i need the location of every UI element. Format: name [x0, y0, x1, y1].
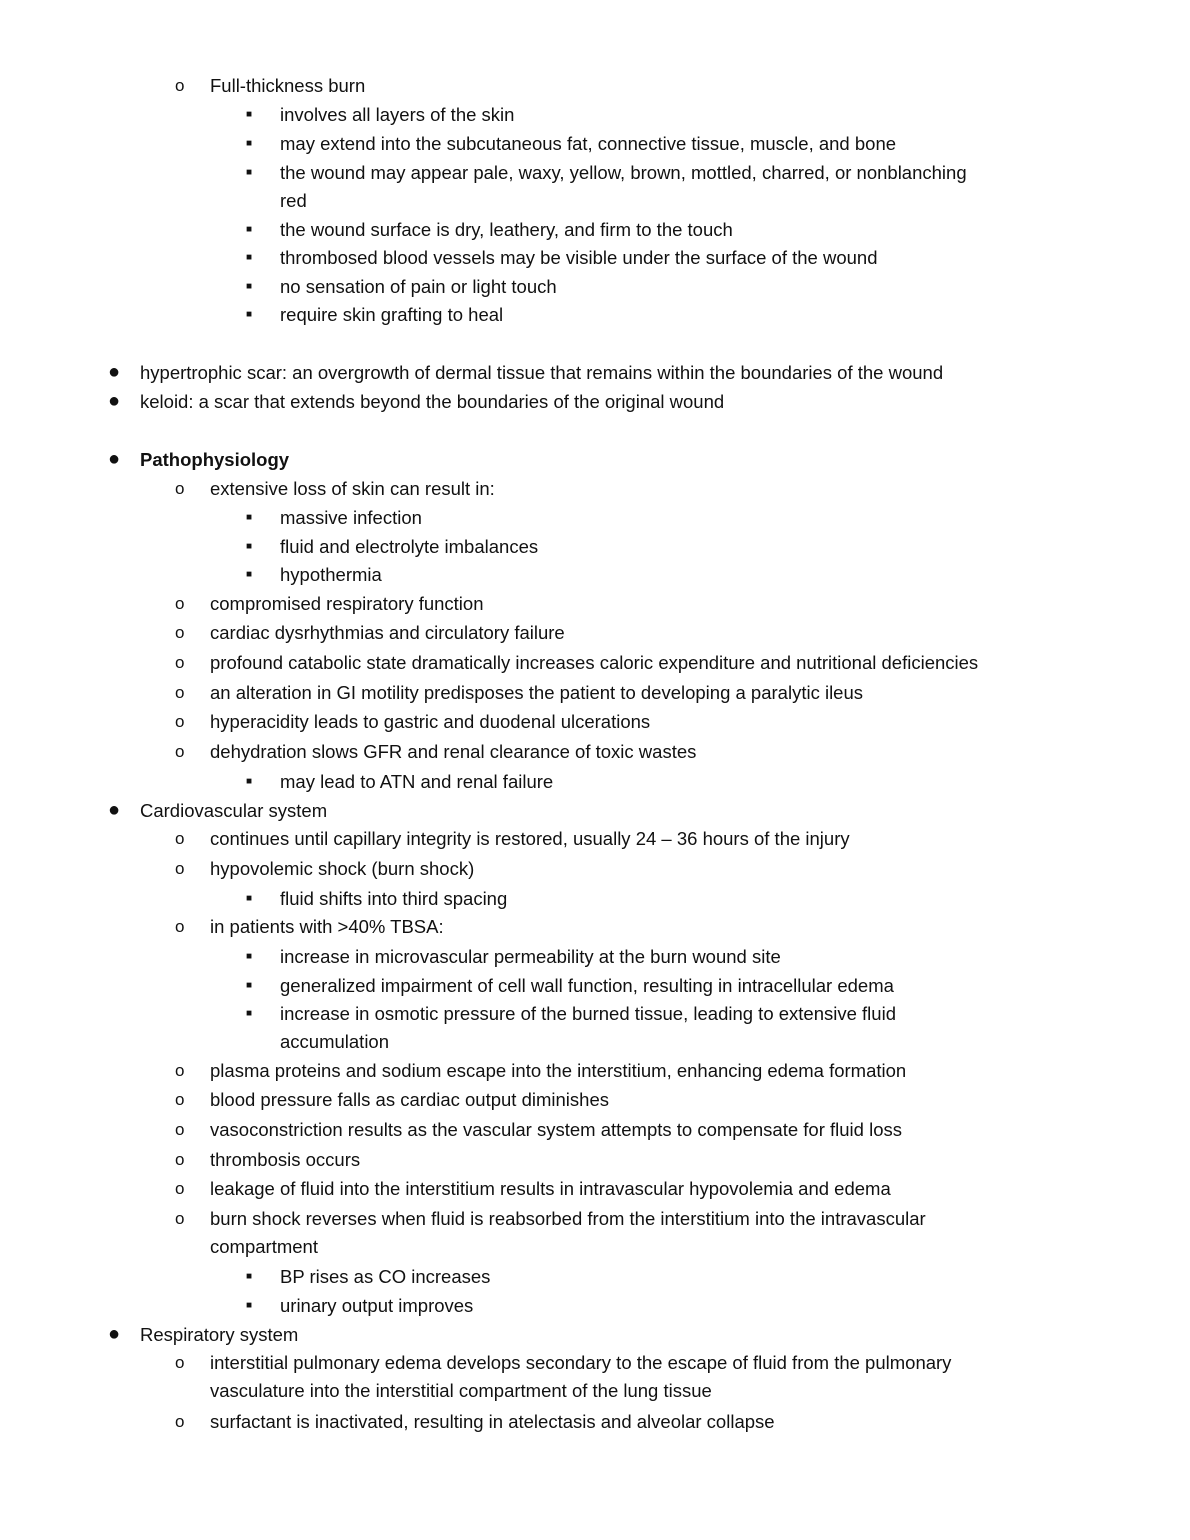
list-item-text: Respiratory system	[140, 1323, 299, 1345]
list-item-text: burn shock reverses when fluid is reabsorbed from the interstitium into the intravascular	[210, 1207, 926, 1229]
circle-bullet-icon: o	[175, 1089, 185, 1109]
square-bullet-icon: ■	[246, 775, 253, 787]
list-item-text: cardiac dysrhythmias and circulatory failure	[210, 621, 565, 643]
square-bullet-icon: ■	[246, 108, 253, 120]
section-heading: Pathophysiology	[140, 448, 290, 470]
square-bullet-icon: ■	[246, 950, 253, 962]
list-item-text: BP rises as CO increases	[280, 1265, 491, 1287]
square-bullet-icon: ■	[246, 137, 253, 149]
bullet-icon: ●	[108, 1322, 121, 1345]
circle-bullet-icon: o	[175, 1208, 185, 1228]
list-item-text: compromised respiratory function	[210, 592, 484, 614]
circle-bullet-icon: o	[175, 858, 185, 878]
square-bullet-icon: ■	[246, 568, 253, 580]
circle-bullet-icon: o	[175, 622, 185, 642]
square-bullet-icon: ■	[246, 892, 253, 904]
list-item-text-continuation: vasculature into the interstitial compartment of the lung tissue	[210, 1380, 712, 1401]
list-item-text: may extend into the subcutaneous fat, connective tissue, muscle, and bone	[280, 132, 897, 154]
square-bullet-icon: ■	[246, 979, 253, 991]
list-item-text: blood pressure falls as cardiac output diminishes	[210, 1088, 609, 1110]
circle-bullet-icon: o	[175, 711, 185, 731]
square-bullet-icon: ■	[246, 223, 253, 235]
square-bullet-icon: ■	[246, 251, 253, 263]
list-item-text: massive infection	[280, 506, 422, 528]
list-item-text: no sensation of pain or light touch	[280, 275, 557, 297]
list-item-text: the wound surface is dry, leathery, and firm to the touch	[280, 218, 733, 240]
list-item-text: hyperacidity leads to gastric and duodenal ulcerations	[210, 710, 651, 732]
circle-bullet-icon: o	[175, 1060, 185, 1080]
circle-bullet-icon: o	[175, 1178, 185, 1198]
list-item-text: generalized impairment of cell wall function, resulting in intracellular edema	[280, 974, 894, 996]
list-item-text: dehydration slows GFR and renal clearance of toxic wastes	[210, 740, 697, 762]
circle-bullet-icon: o	[175, 1119, 185, 1139]
list-item-text: Cardiovascular system	[140, 799, 328, 821]
circle-bullet-icon: o	[175, 75, 185, 95]
list-item-text: leakage of fluid into the interstitium results in intravascular hypovolemia and edema	[210, 1177, 891, 1199]
circle-bullet-icon: o	[175, 593, 185, 613]
list-item-text: extensive loss of skin can result in:	[210, 477, 495, 499]
list-item-text-continuation: accumulation	[280, 1031, 390, 1052]
circle-bullet-icon: o	[175, 828, 185, 848]
list-item-text: Full-thickness burn	[210, 74, 366, 96]
list-item-text: profound catabolic state dramatically increases caloric expenditure and nutritional deficiencies	[210, 651, 979, 673]
list-item-text-continuation: compartment	[210, 1236, 318, 1257]
bullet-icon: ●	[108, 447, 121, 470]
list-item-text: interstitial pulmonary edema develops secondary to the escape of fluid from the pulmonary	[210, 1351, 952, 1373]
list-item-text: the wound may appear pale, waxy, yellow, brown, mottled, charred, or nonblanching	[280, 161, 967, 183]
square-bullet-icon: ■	[246, 1270, 253, 1282]
list-item-text: increase in osmotic pressure of the burned tissue, leading to extensive fluid	[280, 1002, 896, 1024]
list-item-text: continues until capillary integrity is restored, usually 24 – 36 hours of the injury	[210, 827, 850, 849]
list-item-text: urinary output improves	[280, 1294, 474, 1316]
list-item-text: hypovolemic shock (burn shock)	[210, 857, 475, 879]
square-bullet-icon: ■	[246, 1299, 253, 1311]
circle-bullet-icon: o	[175, 478, 185, 498]
square-bullet-icon: ■	[246, 308, 253, 320]
list-item-text: thrombosed blood vessels may be visible under the surface of the wound	[280, 246, 878, 268]
list-item-text: require skin grafting to heal	[280, 303, 504, 325]
circle-bullet-icon: o	[175, 1411, 185, 1431]
bullet-icon: ●	[108, 798, 121, 821]
circle-bullet-icon: o	[175, 741, 185, 761]
list-item-text: increase in microvascular permeability at the burn wound site	[280, 945, 781, 967]
list-item-text: an alteration in GI motility predisposes the patient to developing a paralytic ileus	[210, 681, 864, 703]
list-item-text: thrombosis occurs	[210, 1148, 361, 1170]
list-item-text: surfactant is inactivated, resulting in atelectasis and alveolar collapse	[210, 1410, 775, 1432]
square-bullet-icon: ■	[246, 1007, 253, 1019]
bullet-icon: ●	[108, 389, 121, 412]
list-item-text: hypothermia	[280, 563, 382, 585]
square-bullet-icon: ■	[246, 540, 253, 552]
circle-bullet-icon: o	[175, 1352, 185, 1372]
circle-bullet-icon: o	[175, 652, 185, 672]
list-item-text: hypertrophic scar: an overgrowth of dermal tissue that remains within the boundaries of the wound	[140, 361, 944, 383]
circle-bullet-icon: o	[175, 682, 185, 702]
list-item-text: fluid shifts into third spacing	[280, 887, 508, 909]
bullet-icon: ●	[108, 360, 121, 383]
square-bullet-icon: ■	[246, 280, 253, 292]
circle-bullet-icon: o	[175, 1149, 185, 1169]
list-item-text: involves all layers of the skin	[280, 103, 515, 125]
square-bullet-icon: ■	[246, 166, 253, 178]
list-item-text-continuation: red	[280, 190, 307, 211]
list-item-text: vasoconstriction results as the vascular system attempts to compensate for fluid loss	[210, 1118, 902, 1140]
list-item-text: keloid: a scar that extends beyond the boundaries of the original wound	[140, 390, 725, 412]
list-item-text: in patients with >40% TBSA:	[210, 915, 444, 937]
list-item-text: may lead to ATN and renal failure	[280, 770, 554, 792]
list-item-text: plasma proteins and sodium escape into the interstitium, enhancing edema formation	[210, 1059, 907, 1081]
list-item-text: fluid and electrolyte imbalances	[280, 535, 539, 557]
circle-bullet-icon: o	[175, 916, 185, 936]
square-bullet-icon: ■	[246, 511, 253, 523]
